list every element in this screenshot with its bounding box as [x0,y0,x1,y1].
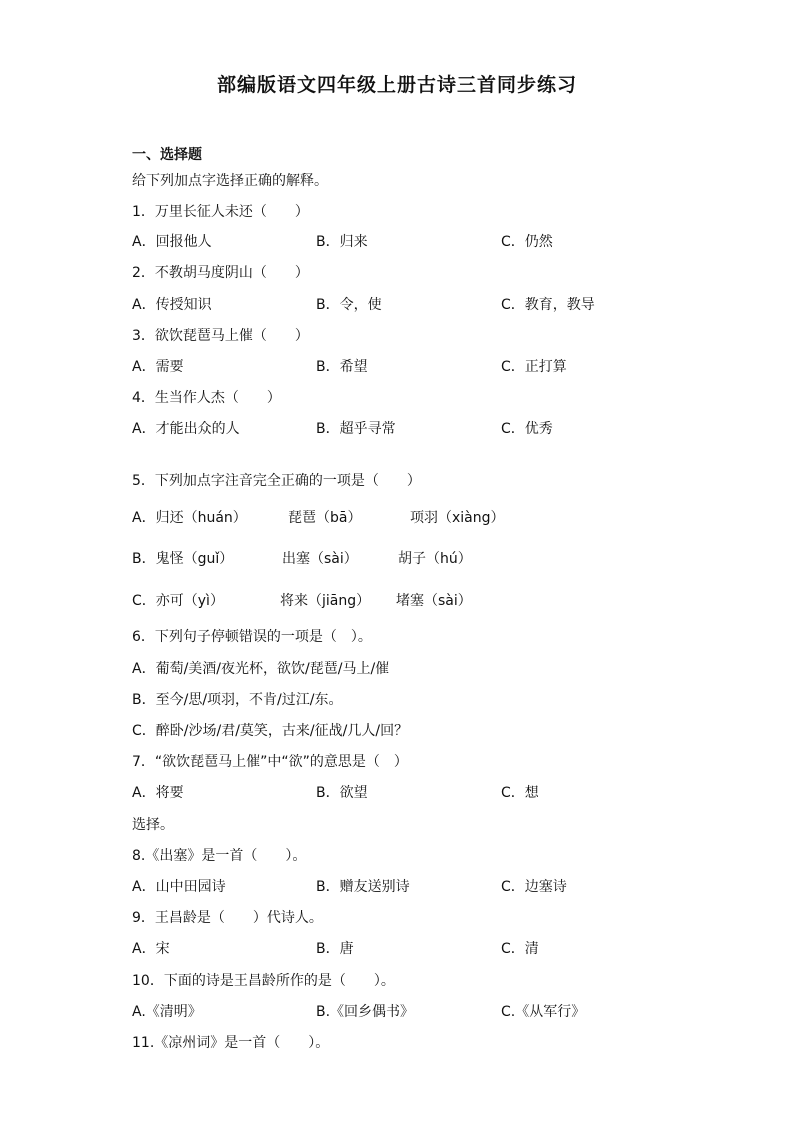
q8-option-c: C．边塞诗 [501,879,567,895]
q5-option-c-part1: C．亦可（yì） [132,593,224,609]
q6-option-c: C．醉卧/沙场/君/莫笑，古来/征战/几人/回？ [132,723,409,739]
q5-option-b-part3: 胡子（hú） [398,551,472,567]
q5-option-c-part3: 堵塞（sài） [396,593,472,609]
q1-option-a: A．回报他人 [132,234,212,250]
q4-option-c: C．优秀 [501,421,553,437]
question-8: 8.《出塞》是一首（ ）。 [132,848,307,864]
question-2: 2．不教胡马度阴山（ ） [132,265,309,281]
q7-option-b: B．欲望 [316,785,368,801]
q5-option-b-part1: B．鬼怪（guǐ） [132,551,234,567]
q6-option-b: B．至今/思/项羽，不肯/过江/东。 [132,692,343,708]
question-10: 10．下面的诗是王昌龄所作的是（ ）。 [132,973,395,989]
q2-option-b: B．令，使 [316,297,382,313]
q9-option-c: C．清 [501,941,539,957]
q3-option-b: B．希望 [316,359,368,375]
q4-option-b: B．超乎寻常 [316,421,396,437]
q5-option-a-part2: 琵琶（bā） [288,510,362,526]
question-9: 9．王昌龄是（ ）代诗人。 [132,910,323,926]
q5-option-a-part1: A．归还（huán） [132,510,247,526]
question-4: 4．生当作人杰（ ） [132,390,281,406]
q8-option-b: B．赠友送别诗 [316,879,410,895]
section-heading-select: 选择。 [132,817,174,833]
q7-option-a: A．将要 [132,785,184,801]
q3-option-c: C．正打算 [501,359,567,375]
q7-option-c: C．想 [501,785,539,801]
q3-option-a: A．需要 [132,359,184,375]
q9-option-b: B．唐 [316,941,354,957]
q5-option-c-part2: 将来（jiāng） [280,593,371,609]
q5-option-b-part2: 出塞（sài） [282,551,358,567]
question-5: 5．下列加点字注音完全正确的一项是（ ） [132,473,421,489]
q2-option-a: A．传授知识 [132,297,212,313]
q10-option-a: A.《清明》 [132,1004,202,1020]
section-heading-choice: 一、选择题 [132,147,202,163]
q4-option-a: A．才能出众的人 [132,421,240,437]
q10-option-c: C.《从军行》 [501,1004,586,1020]
question-6: 6．下列句子停顿错误的一项是（ ）。 [132,629,372,645]
q5-option-a-part3: 项羽（xiàng） [410,510,505,526]
question-3: 3．欲饮琵琶马上催（ ） [132,328,309,344]
question-7: 7．“欲饮琵琶马上催”中“欲”的意思是（ ） [132,754,408,770]
section-instruction: 给下列加点字选择正确的解释。 [132,173,328,189]
q9-option-a: A．宋 [132,941,170,957]
page-title: 部编版语文四年级上册古诗三首同步练习 [216,74,577,96]
question-11: 11.《凉州词》是一首（ ）。 [132,1035,330,1051]
q8-option-a: A．山中田园诗 [132,879,226,895]
q6-option-a: A．葡萄/美酒/夜光杯，欲饮/琵琶/马上/催 [132,661,390,677]
q1-option-b: B．归来 [316,234,368,250]
question-1: 1．万里长征人未还（ ） [132,204,309,220]
q10-option-b: B.《回乡偶书》 [316,1004,415,1020]
q1-option-c: C．仍然 [501,234,553,250]
q2-option-c: C．教育，教导 [501,297,595,313]
